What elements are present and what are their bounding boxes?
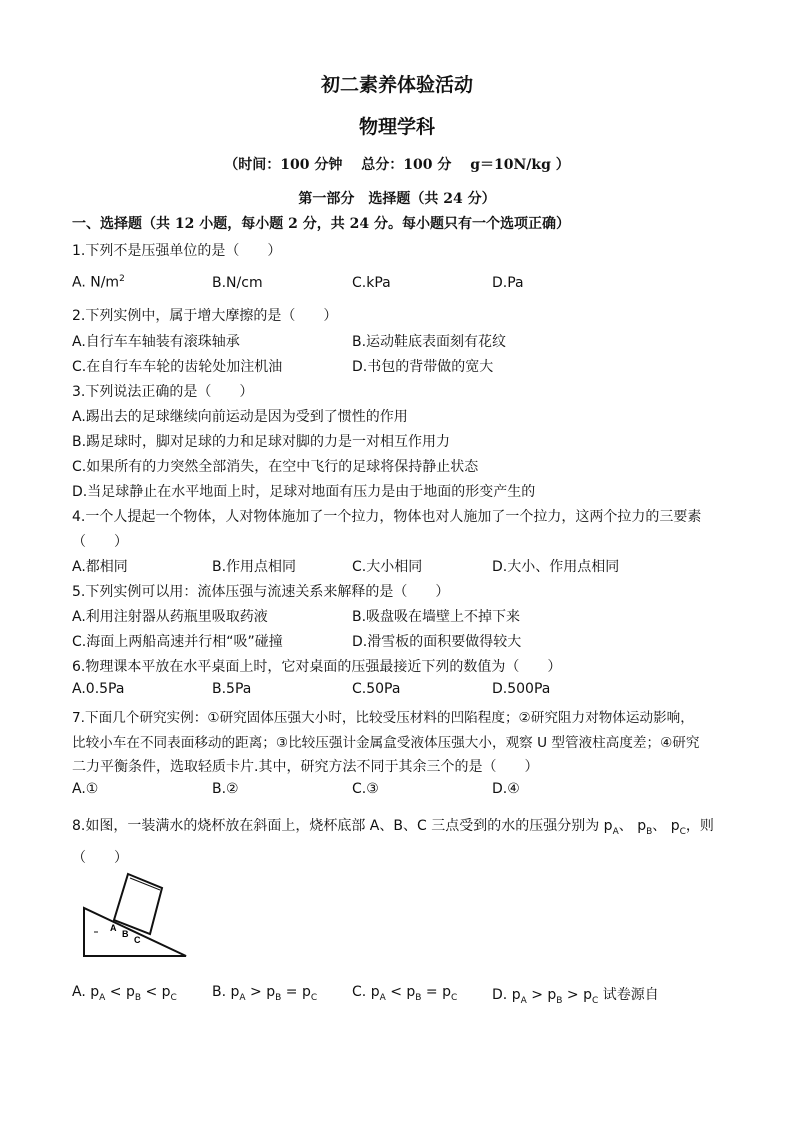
section-heading: 一、选择题（共 12 小题，每小题 2 分，共 24 分。每小题只有一个选项正确） — [72, 216, 570, 232]
question-5-option-d: D.滑雪板的面积要做得较大 — [352, 634, 522, 650]
question-3-option-c: C.如果所有的力突然全部消失，在空中飞行的足球将保持静止状态 — [72, 459, 479, 475]
question-1-option-b: B.N/cm — [212, 275, 263, 291]
question-4-option-b: B.作用点相同 — [212, 559, 297, 575]
question-3-option-b: B.踢足球时，脚对足球的力和足球对脚的力是一对相互作用力 — [72, 434, 451, 450]
stem-text: 8.如图，一装满水的烧杯放在斜面上，烧杯底部 A、B、C 三点受到的水的压强分别为 — [72, 818, 600, 834]
question-2-option-d: D.书包的背带做的宽大 — [352, 359, 494, 375]
question-4-option-c: C.大小相同 — [352, 559, 423, 575]
question-7-line-1: 7.下面几个研究实例：①研究固体压强大小时，比较受压材料的凹陷程度；②研究阻力对物体运动影响， — [72, 710, 694, 726]
question-1-stem: 1.下列不是压强单位的是（ ） — [72, 243, 282, 259]
question-8-option-d: D. $p_A > p_B > p_C$ 试卷源自 — [492, 987, 659, 1006]
exam-title: 初二素养体验活动 — [320, 74, 473, 96]
question-7-option-a: A.① — [72, 781, 99, 797]
option-a-text: A. N/m — [72, 274, 120, 291]
question-7-option-b: B.② — [212, 781, 239, 797]
question-8-stem: 8.如图，一装满水的烧杯放在斜面上，烧杯底部 A、B、C 三点受到的水的压强分别为 $p_A$、 $p_B$、 $p_C$，则 — [72, 818, 714, 837]
question-1-option-a — [72, 274, 125, 291]
question-2-option-c: C.在自行车车轮的齿轮处加注机油 — [72, 359, 283, 375]
figure-label-c: C — [134, 935, 141, 945]
subject-title: 物理学科 — [358, 116, 435, 138]
pressure-a: $p_A$ — [603, 818, 619, 837]
question-3-stem: 3.下列说法正确的是（ ） — [72, 384, 254, 400]
question-1-option-c: C.kPa — [352, 275, 391, 291]
figure-label-b: B — [122, 929, 129, 939]
superscript: 2 — [119, 274, 125, 284]
part-heading: 第一部分 选择题（共 24 分） — [298, 191, 496, 207]
question-6-option-d: D.500Pa — [492, 681, 551, 697]
question-4-option-d: D.大小、作用点相同 — [492, 559, 620, 575]
incline-beaker-figure — [80, 868, 190, 960]
figure-label-a: A — [110, 923, 117, 933]
question-5-option-b: B.吸盘吸在墙壁上不掉下来 — [352, 609, 521, 625]
question-5-option-a: A.利用注射器从药瓶里吸取药液 — [72, 609, 268, 625]
question-7-option-c: C.③ — [352, 781, 379, 797]
question-6-option-b: B.5Pa — [212, 681, 252, 697]
source-note: 试卷源自 — [602, 987, 659, 1003]
question-8-option-c: C. $p_A < p_B = p_C$ — [352, 984, 458, 1003]
question-6-option-c: C.50Pa — [352, 681, 401, 697]
question-3-option-a: A.踢出去的足球继续向前运动是因为受到了惯性的作用 — [72, 409, 408, 425]
question-6-stem: 6.物理课本平放在水平桌面上时，它对桌面的压强最接近下列的数值为（ ） — [72, 659, 562, 675]
question-2-option-b: B.运动鞋底表面刻有花纹 — [352, 334, 507, 350]
question-4-option-a: A.都相同 — [72, 559, 128, 575]
pressure-c: $p_C$ — [670, 818, 686, 837]
question-5-stem: 5.下列实例可以用：流体压强与流速关系来解释的是（ ） — [72, 584, 450, 600]
question-1-option-d: D.Pa — [492, 275, 524, 291]
question-8-option-b: B. $p_A > p_B = p_C$ — [212, 984, 318, 1003]
question-2-stem: 2.下列实例中，属于增大摩擦的是（ ） — [72, 308, 338, 324]
question-8-option-a: A. $p_A < p_B < p_C$ — [72, 984, 177, 1003]
question-7-line-2: 比较小车在不同表面移动的距离；③比较压强计金属盒受液体压强大小，观察 U 型管液柱高度差；④研究 — [72, 735, 700, 751]
question-2-option-a: A.自行车车轴装有滚珠轴承 — [72, 334, 240, 350]
pressure-b: $p_B$ — [637, 818, 653, 837]
exam-info: （时间：100 分钟 总分：100 分 g＝10N/kg ） — [224, 157, 570, 173]
question-7-line-3: 二力平衡条件，选取轻质卡片.其中，研究方法不同于其余三个的是（ ） — [72, 759, 539, 775]
question-3-option-d: D.当足球静止在水平地面上时，足球对地面有压力是由于地面的形变产生的 — [72, 484, 536, 500]
question-4-stem: 4.一个人提起一个物体，人对物体施加了一个拉力，物体也对人施加了一个拉力，这两个拉力的三要素 — [72, 509, 702, 525]
question-6-option-a: A.0.5Pa — [72, 681, 125, 697]
question-7-option-d: D.④ — [492, 781, 520, 797]
question-8-bracket: （ ） — [72, 850, 128, 866]
question-5-option-c: C.海面上两船高速并行相“吸”碰撞 — [72, 634, 283, 650]
question-4-bracket: （ ） — [72, 534, 128, 550]
